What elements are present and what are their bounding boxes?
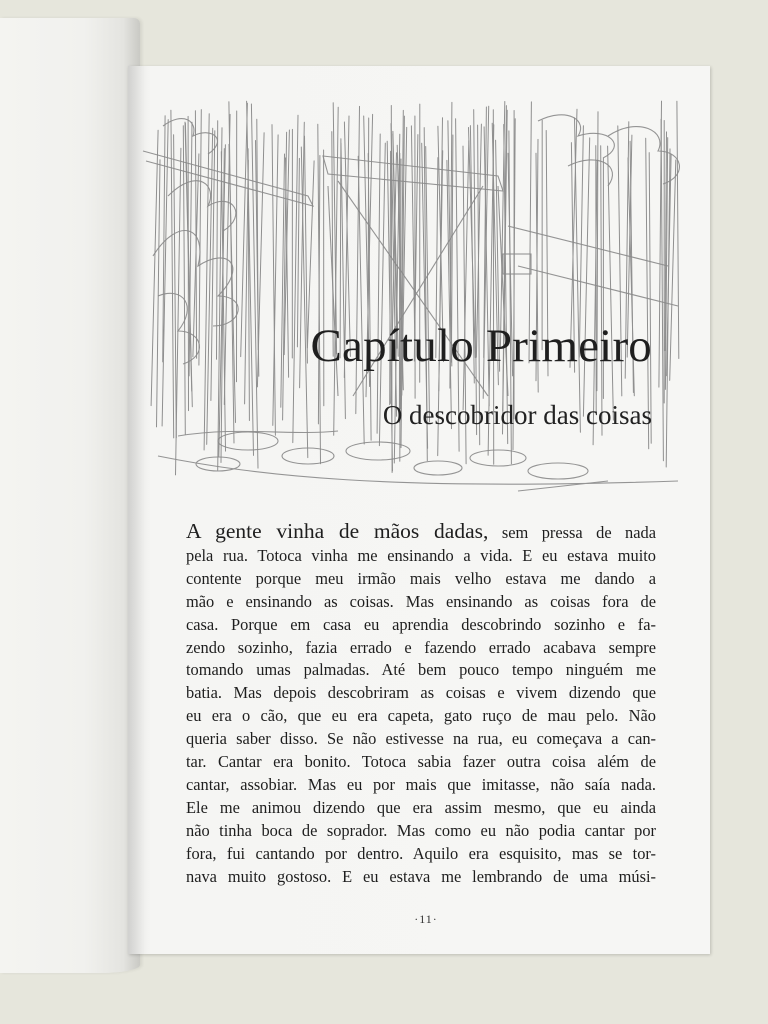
body-line: fora, fui cantando por dentro. Aquilo era esquisito, mas se tor- <box>186 843 656 863</box>
body-line: nava muito gostoso. E eu estava me lembrando de uma músi- <box>186 866 656 886</box>
lead-phrase: A gente vinha de mãos dadas, <box>186 519 489 543</box>
body-line: casa. Porque em casa eu aprendia descobrindo sozinho e fa- <box>186 614 656 634</box>
body-line: eu era o cão, que eu era capeta, gato ruço de mau pelo. Não <box>186 706 656 726</box>
body-line: zendo sozinho, fazia errado e fazendo errado acabava sempre <box>186 637 656 657</box>
chapter-subtitle: O descobridor das coisas <box>382 400 652 430</box>
body-line: não tinha boca de soprador. Mas como eu não podia cantar por <box>186 820 656 840</box>
body-line: mão e ensinando as coisas. Mas ensinando as coisas fora de <box>186 591 656 611</box>
body-line: sem pressa de nada <box>488 523 656 542</box>
body-line: pela rua. Totoca vinha me ensinando a vida. E eu estava muito <box>186 545 656 565</box>
body-line: batia. Mas depois descobriram as coisas e vivem dizendo que <box>186 683 656 703</box>
page-number: ·11· <box>414 912 438 926</box>
chapter-body-text <box>186 520 656 889</box>
chapter-title: Capítulo Primeiro <box>310 320 652 372</box>
left-page <box>0 18 140 973</box>
body-line: Ele me animou dizendo que era assim mesmo, que eu ainda <box>186 797 656 817</box>
body-first-line <box>186 520 656 545</box>
body-line: tomando umas palmadas. Até bem pouco tempo ninguém me <box>186 660 656 680</box>
body-line: queria saber disso. Se não estivesse na rua, eu começava a can- <box>186 729 656 749</box>
forest-gate-sketch-illustration <box>138 96 698 496</box>
body-line: tar. Cantar era bonito. Totoca sabia fazer outra coisa além de <box>186 752 656 772</box>
body-line: cantar, assobiar. Mas eu por mais que imitasse, não saía nada. <box>186 774 656 794</box>
body-line: contente porque meu irmão mais velho estava me dando a <box>186 568 656 588</box>
